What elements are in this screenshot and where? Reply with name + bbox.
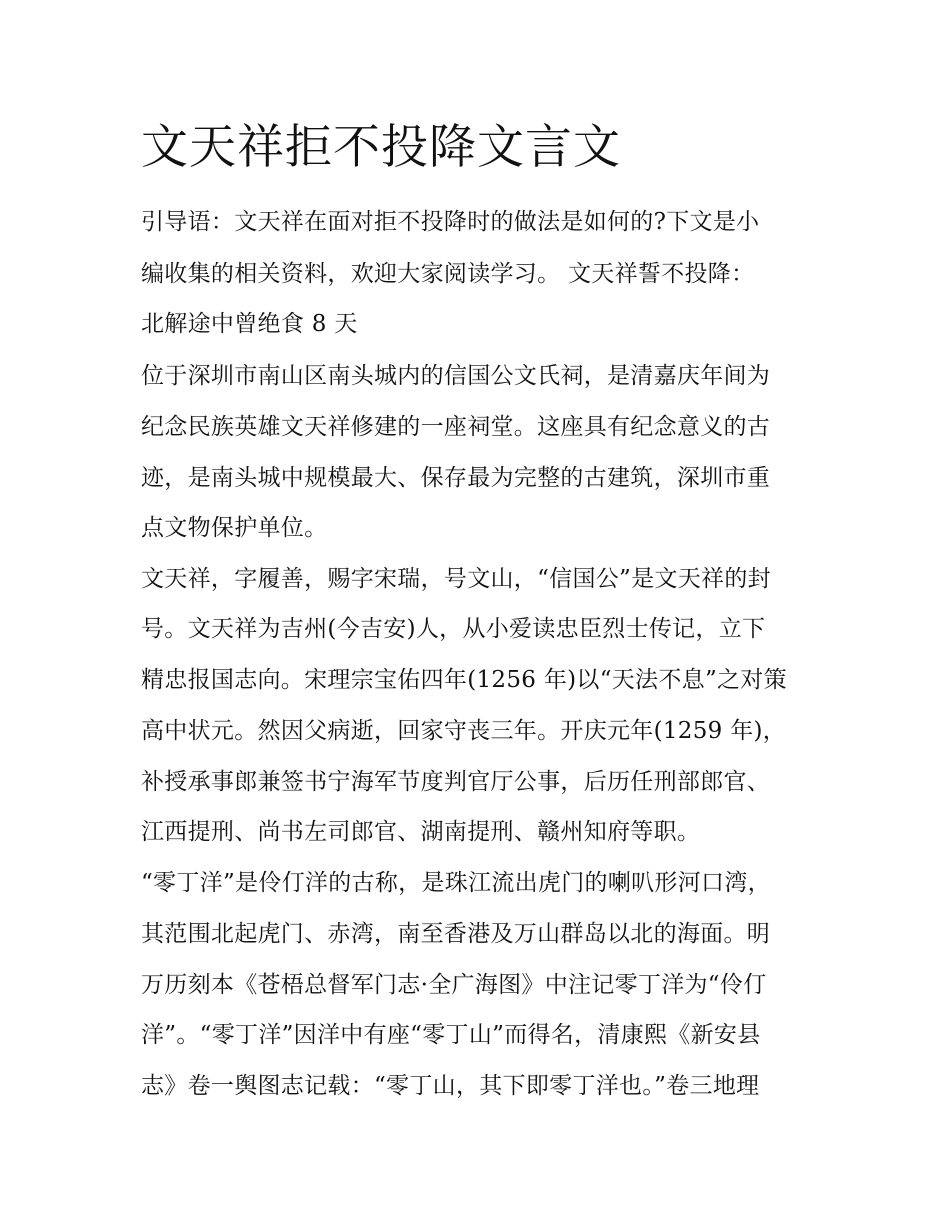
body-line: 纪念民族英雄文天祥修建的一座祠堂。这座具有纪念意义的古: [141, 414, 771, 440]
body-line: 迹，是南头城中规模最大、保存最为完整的古建筑，深圳市重: [141, 465, 771, 491]
body-line: 其范围北起虎门、赤湾，南至香港及万山群岛以北的海面。明: [141, 921, 771, 947]
body-line: 补授承事郎兼签书宁海军节度判官厅公事，后历任刑部郎官、: [141, 769, 771, 795]
body-line: 高中状元。然因父病逝，回家守丧三年。开庆元年(1259 年)，: [141, 718, 787, 744]
document-title: 文天祥拒不投降文言文: [141, 120, 621, 175]
body-line: 洋”。“零丁洋”因洋中有座“零丁山”而得名，清康熙《新安县: [141, 1022, 761, 1048]
body-line: 号。文天祥为吉州(今吉安)人，从小爱读忠臣烈士传记，立下: [141, 616, 766, 642]
body-line: 文天祥，字履善，赐字宋瑞，号文山，“信国公”是文天祥的封: [141, 566, 771, 592]
body-line: 位于深圳市南山区南头城内的信国公文氏祠，是清嘉庆年间为: [141, 363, 771, 389]
body-line: 点文物保护单位。: [141, 515, 328, 541]
body-line: 北解途中曾绝食 8 天: [141, 311, 358, 337]
body-line: “零丁洋”是伶仃洋的古称，是珠江流出虎门的喇叭形河口湾，: [141, 870, 771, 896]
body-line: 引导语：文天祥在面对拒不投降时的做法是如何的?下文是小: [141, 209, 760, 235]
body-line: 万历刻本《苍梧总督军门志·全广海图》中注记零丁洋为“伶仃: [141, 972, 767, 998]
body-line: 编收集的相关资料，欢迎大家阅读学习。 文天祥誓不投降：: [141, 261, 755, 287]
body-line: 精忠报国志向。宋理宗宝佑四年(1256 年)以“天法不息”之对策: [141, 667, 787, 693]
body-line: 志》卷一舆图志记载：“零丁山，其下即零丁洋也。”卷三地理: [141, 1073, 760, 1099]
body-line: 江西提刑、尚书左司郎官、湖南提刑、赣州知府等职。: [141, 819, 701, 845]
